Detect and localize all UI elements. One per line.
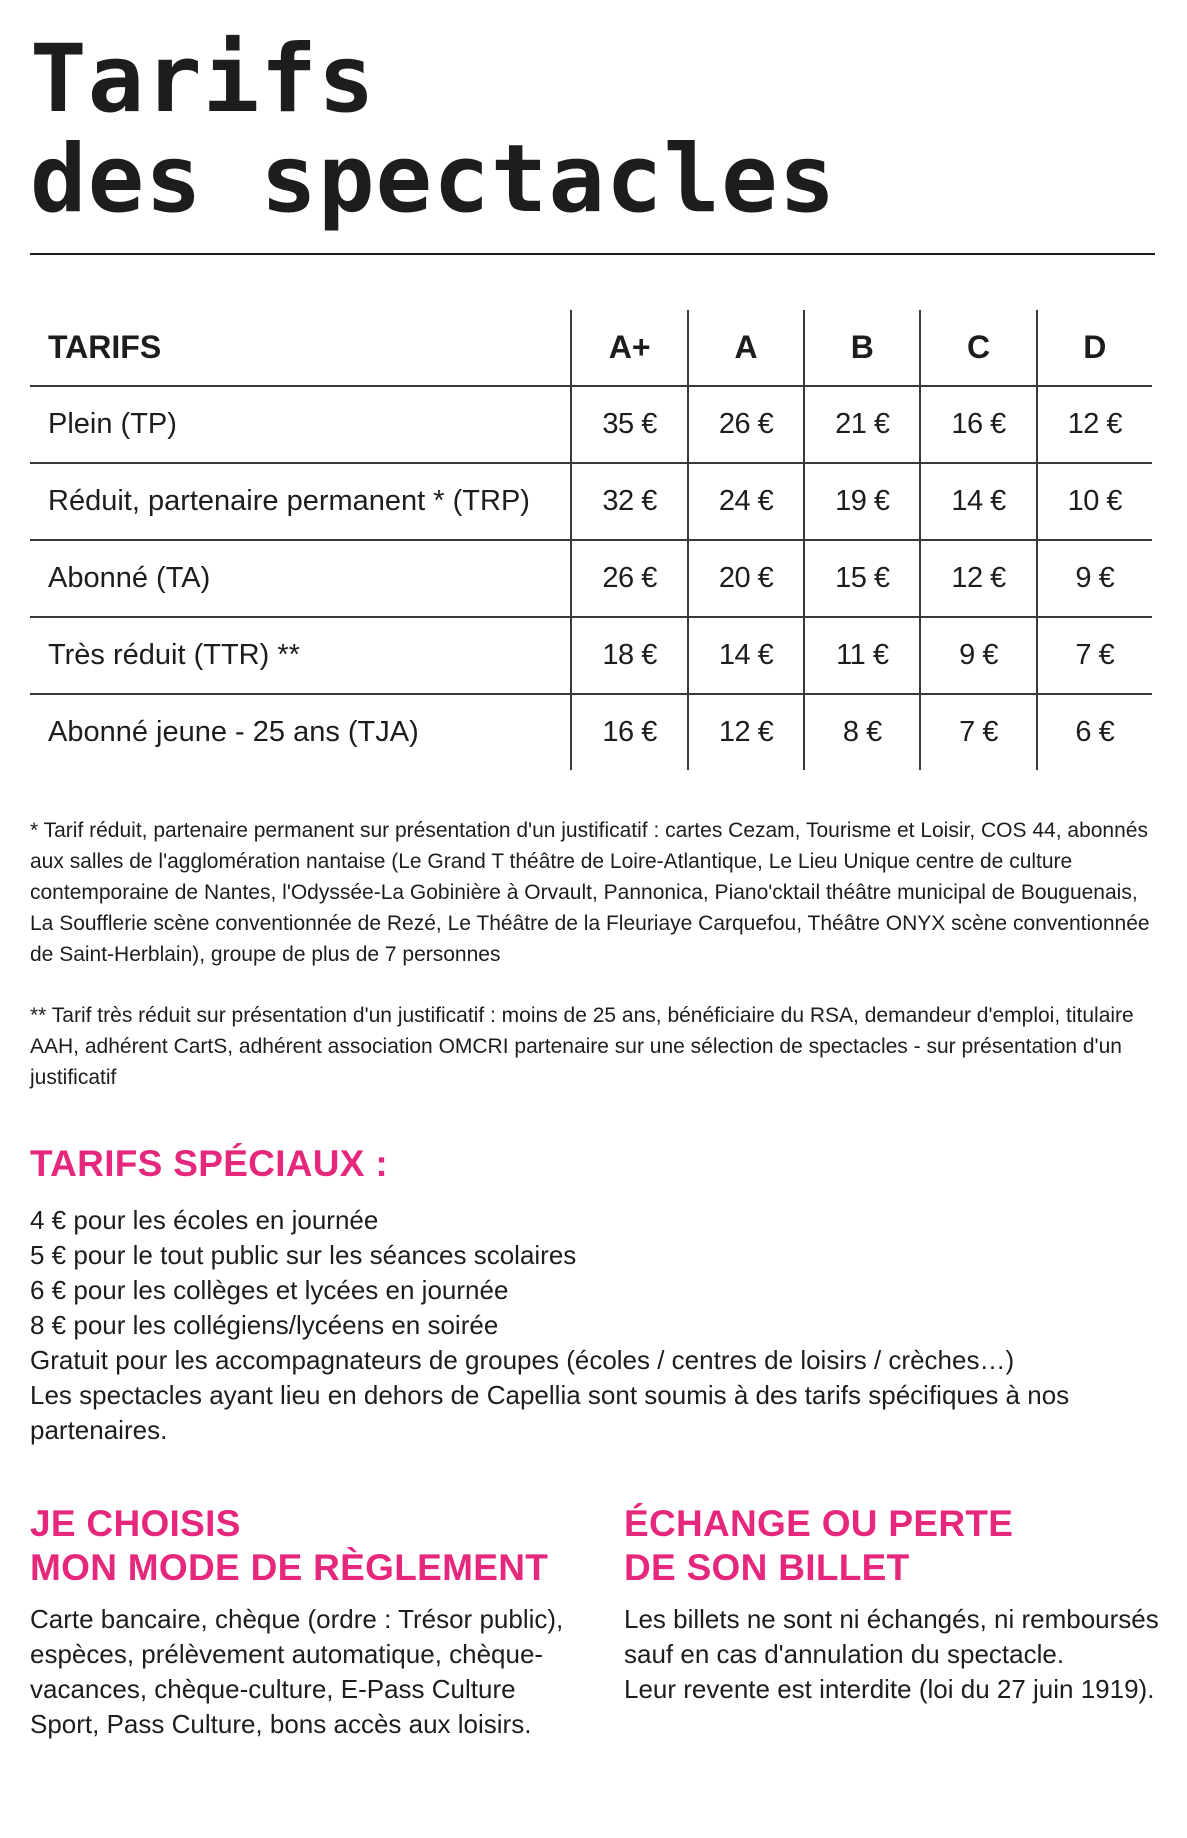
row-label: Abonné jeune - 25 ans (TJA) — [30, 694, 571, 770]
special-rates-list — [30, 1203, 1155, 1448]
row-label: Abonné (TA) — [30, 540, 571, 617]
price-cell: 20 € — [688, 540, 804, 617]
payment-heading-line-2: MON MODE DE RÈGLEMENT — [30, 1547, 549, 1588]
row-label: Plein (TP) — [30, 386, 571, 463]
table-row — [30, 540, 1152, 617]
page-title-line-1: Tarifs — [30, 25, 376, 134]
header-d: D — [1037, 310, 1152, 386]
header-tarifs: TARIFS — [48, 329, 162, 365]
price-cell: 14 € — [920, 463, 1036, 540]
title-divider — [30, 253, 1155, 255]
payment-text: Carte bancaire, chèque (ordre : Trésor public), espèces, prélèvement automatique, chèque-vacances, chèque-culture, E-Pass Culture Sport, Pass Culture, bons accès aux loisirs. — [30, 1604, 564, 1739]
list-item: 4 € pour les écoles en journée — [30, 1205, 379, 1235]
payment-heading-line-1: JE CHOISIS — [30, 1503, 241, 1544]
price-cell: 9 € — [920, 617, 1036, 694]
price-cell: 14 € — [688, 617, 804, 694]
exchange-text-line-2: Leur revente est interdite (loi du 27 juin 1919). — [624, 1674, 1155, 1704]
list-item: 8 € pour les collégiens/lycéens en soirée — [30, 1310, 499, 1340]
price-cell: 12 € — [1037, 386, 1152, 463]
exchange-heading-line-1: ÉCHANGE OU PERTE — [624, 1503, 1014, 1544]
price-cell: 21 € — [804, 386, 920, 463]
table-row — [30, 463, 1152, 540]
price-cell: 12 € — [688, 694, 804, 770]
page-title-line-2: des spectacles — [30, 125, 837, 234]
price-cell: 26 € — [688, 386, 804, 463]
price-cell: 12 € — [920, 540, 1036, 617]
exchange-heading — [624, 1502, 1013, 1590]
price-cell: 19 € — [804, 463, 920, 540]
row-label: Très réduit (TTR) ** — [30, 617, 571, 694]
exchange-heading-line-2: DE SON BILLET — [624, 1547, 910, 1588]
footnote-very-reduced: ** Tarif très réduit sur présentation d'un justificatif : moins de 25 ans, bénéficiaire du RSA, demandeur d'emploi, titulaire AAH, adhérent CartS, adhérent association OMCRI partenaire sur une sélection de spectacles - sur présentation d'un justificatif — [30, 1004, 1134, 1089]
price-cell: 24 € — [688, 463, 804, 540]
price-cell: 16 € — [571, 694, 688, 770]
price-cell: 11 € — [804, 617, 920, 694]
list-item: Gratuit pour les accompagnateurs de groupes (écoles / centres de loisirs / crèches…) — [30, 1345, 1015, 1375]
payment-heading — [30, 1502, 548, 1590]
table-row — [30, 617, 1152, 694]
footnote-reduced: * Tarif réduit, partenaire permanent sur présentation d'un justificatif : cartes Cezam, Tourisme et Loisir, COS 44, abonnés aux salles de l'agglomération nantaise (Le Grand T théâtre de Loire-Atlantique, Le Lieu Unique centre de culture contemporaine de Nantes, l'Odyssée-La Gobinière à Orvault, Pannonica, Piano'cktail théâtre municipal de Bouguenais, La Soufflerie scène conventionnée de Rezé, Le Théâtre de la Fleuriaye Carquefou, Théâtre ONYX scène conventionnée de Saint-Herblain), groupe de plus de 7 personnes — [30, 819, 1150, 966]
header-c: C — [920, 310, 1036, 386]
row-label: Réduit, partenaire permanent * (TRP) — [30, 463, 571, 540]
pricing-table — [30, 310, 1152, 770]
price-cell: 8 € — [804, 694, 920, 770]
table-row — [30, 386, 1152, 463]
table-row — [30, 694, 1152, 770]
page-title — [30, 25, 837, 234]
header-b: B — [804, 310, 920, 386]
list-item: 5 € pour le tout public sur les séances scolaires — [30, 1240, 577, 1270]
price-cell: 6 € — [1037, 694, 1152, 770]
price-cell: 15 € — [804, 540, 920, 617]
list-item: Les spectacles ayant lieu en dehors de Capellia sont soumis à des tarifs spécifiques à nos partenaires. — [30, 1380, 1070, 1445]
price-cell: 26 € — [571, 540, 688, 617]
list-item: 6 € pour les collèges et lycées en journée — [30, 1275, 509, 1305]
price-cell: 18 € — [571, 617, 688, 694]
footnotes — [30, 815, 1155, 1093]
price-cell: 9 € — [1037, 540, 1152, 617]
price-cell: 7 € — [1037, 617, 1152, 694]
price-cell: 32 € — [571, 463, 688, 540]
exchange-text-line-1: Les billets ne sont ni échangés, ni remboursés sauf en cas d'annulation du spectacle. — [624, 1604, 1159, 1669]
price-cell: 10 € — [1037, 463, 1152, 540]
price-cell: 7 € — [920, 694, 1036, 770]
price-cell: 35 € — [571, 386, 688, 463]
exchange-text — [624, 1602, 1164, 1707]
header-a: A — [688, 310, 804, 386]
special-rates-heading: TARIFS SPÉCIAUX : — [30, 1143, 388, 1184]
pricing-table-header-row — [30, 310, 1152, 386]
header-a-plus: A+ — [571, 310, 688, 386]
price-cell: 16 € — [920, 386, 1036, 463]
